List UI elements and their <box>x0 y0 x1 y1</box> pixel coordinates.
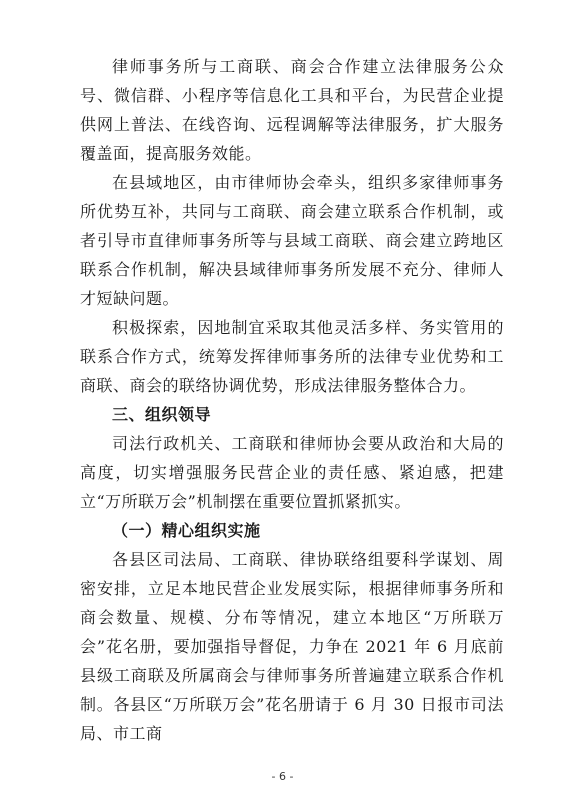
document-body <box>80 52 504 748</box>
page-number: - 6 - <box>271 770 294 783</box>
paragraph-county-cooperation: 在县域地区，由市律师协会牵头，组织多家律师事务所优势互补，共同与工商联、商会建立联系合作机制，或者引导市直律师事务所等与县域工商联、商会建立跨地区联系合作机制，解决县域律师事务所发展不充分、律师人才短缺问题。 <box>80 173 504 308</box>
paragraph-flexible-cooperation: 积极探索，因地制宜采取其他灵活多样、务实管用的联系合作方式，统筹发挥律师事务所的法律专业优势和工商联、商会的联络协调优势，形成法律服务整体合力。 <box>80 318 504 395</box>
paragraph-online-services: 律师事务所与工商联、商会合作建立法律服务公众号、微信群、小程序等信息化工具和平台，为民营企业提供网上普法、在线咨询、远程调解等法律服务，扩大服务覆盖面，提高服务效能。 <box>80 57 504 163</box>
subsection-heading-implementation: （一）精心组织实施 <box>112 521 261 540</box>
paragraph-implementation: 各县区司法局、工商联、律协联络组要科学谋划、周密安排，立足本地民营企业发展实际，根据律师事务所和商会数量、规模、分布等情况，建立本地区“万所联万会”花名册，要加强指导督促，力争在 2021 年 6 月底前县级工商联及所属商会与律师事务所普遍建立联系合作机制。各县区“万所联万会”花名册请于 6 月 30 日报市司法局、市工商 <box>80 550 504 743</box>
section-heading-organization: 三、组织领导 <box>112 405 212 424</box>
paragraph-organization: 司法行政机关、工商联和律师协会要从政治和大局的高度，切实增强服务民营企业的责任感、紧迫感，把建立“万所联万会”机制摆在重要位置抓紧抓实。 <box>80 434 504 511</box>
